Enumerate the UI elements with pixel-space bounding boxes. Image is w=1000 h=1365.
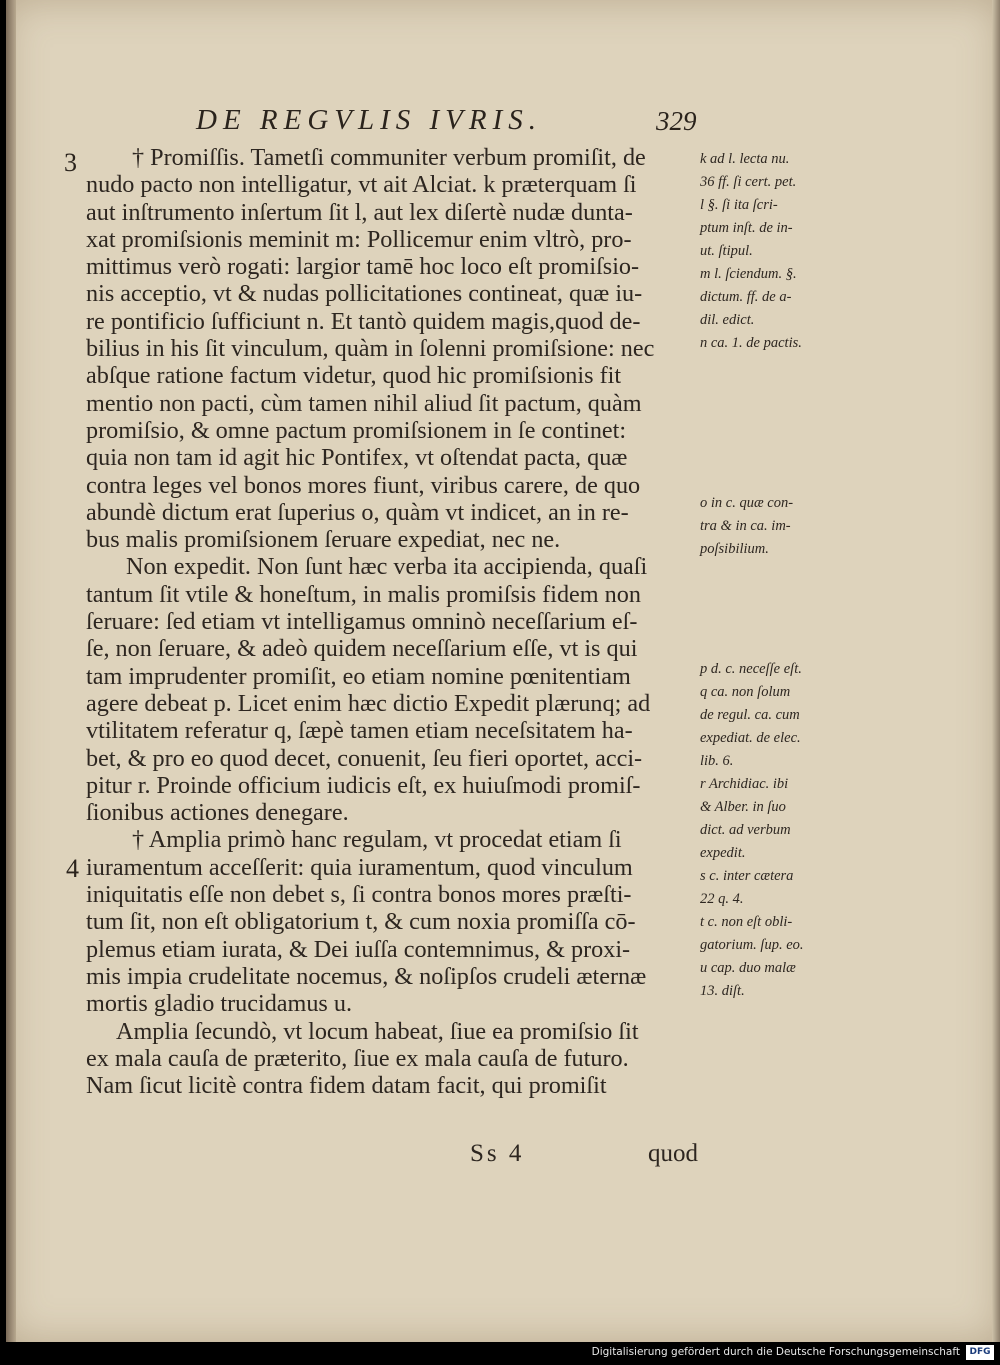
text-line: mortis gladio trucidamus u.	[86, 990, 353, 1018]
text-line: nudo pacto non intelligatur, vt ait Alciat. k præterquam ſi	[86, 171, 637, 199]
margin-note: dictum. ff. de a-	[700, 289, 792, 305]
text-line: bet, & pro eo quod decet, conuenit, ſeu fieri oportet, acci-	[86, 744, 643, 772]
text-line: mittimus verò rogati: largior tamē hoc loco eſt promiſsio-	[86, 253, 640, 281]
text-line: abſque ratione factum videtur, quod hic promiſsionis fit	[86, 362, 622, 390]
section-number: 4	[66, 854, 79, 883]
text-line: bilius in his ſit vinculum, quàm in ſolenni promiſsione: nec	[86, 335, 655, 363]
text-line: ſeruare: ſed etiam vt intelligamus omninò neceſſarium eſ-	[86, 608, 638, 636]
margin-note: lib. 6.	[700, 753, 734, 769]
text-line: contra leges vel bonos mores fiunt, viribus carere, de quo	[86, 471, 641, 499]
text-line: ex mala cauſa de præterito, ſiue ex mala cauſa de futuro.	[86, 1044, 629, 1072]
margin-note: r Archidiac. ibi	[700, 776, 789, 792]
margin-note: m l. ſciendum. §.	[700, 266, 797, 282]
margin-note: t c. non eſt obli-	[700, 914, 793, 930]
text-line: aut inſtrumento inſertum ſit l, aut lex diſertè nudæ dunta-	[86, 198, 633, 226]
margin-note: 13. diſt.	[700, 983, 745, 999]
text-line: mentio non pacti, cùm tamen nihil aliud ſit pactum, quàm	[86, 389, 642, 417]
text-line: † Amplia primò hanc regulam, vt procedat etiam ſi	[132, 826, 622, 854]
text-line: re pontificio ſufficiunt n. Et tantò quidem magis,quod de-	[86, 307, 641, 335]
margin-note: n ca. 1. de pactis.	[700, 335, 802, 351]
text-line: iniquitatis eſſe non debet s, ſi contra bonos mores præſti-	[86, 881, 632, 909]
text-line: pitur r. Proinde officium iudicis eſt, ex huiuſmodi promiſ-	[86, 771, 641, 799]
page-number: 329	[656, 106, 697, 136]
text-line: iuramentum acceſſerit: quia iuramentum, quod vinculum	[86, 853, 633, 881]
text-line: nis acceptio, vt & nudas pollicitationes contineat, quæ iu-	[86, 280, 643, 308]
catchword: quod	[648, 1140, 698, 1167]
margin-note: 36 ff. ſi cert. pet.	[700, 174, 797, 190]
main-text-column	[86, 144, 726, 1099]
margin-note: u cap. duo malæ	[700, 960, 796, 976]
margin-note: expediat. de elec.	[700, 730, 801, 746]
footer-credit: Digitalisierung gefördert durch die Deutsche Forschungsgemeinschaft	[591, 1346, 960, 1358]
margin-note: p d. c. neceſſe eſt.	[700, 661, 802, 677]
text-line: ſionibus actiones denegare.	[86, 799, 349, 827]
text-line: plemus etiam iurata, & Dei iuſſa contemnimus, & proxi-	[86, 935, 631, 963]
margin-note: k ad l. lecta nu.	[700, 151, 790, 167]
text-line: mis impia crudelitate nocemus, & noſipſos crudeli æternæ	[86, 962, 647, 990]
text-line: † Promiſſis. Tametſi communiter verbum promiſit, de	[132, 144, 646, 171]
text-line: abundè dictum erat ſuperius o, quàm vt indicet, an in re-	[86, 498, 629, 526]
page-left-edge	[6, 0, 16, 1342]
margin-note: s c. inter cætera	[700, 868, 794, 884]
running-head-title: DE REGVLIS IVRIS.	[196, 104, 543, 136]
text-line: Non expedit. Non ſunt hæc verba ita accipienda, quaſi	[126, 553, 648, 581]
margin-note: 22 q. 4.	[700, 891, 744, 907]
margin-note: ptum inſt. de in-	[700, 220, 793, 236]
text-line: Nam ſicut licitè contra fidem datam facit, qui promiſit	[86, 1072, 607, 1100]
margin-note: gatorium. ſup. eo.	[700, 937, 804, 953]
text-line: ſe, non ſeruare, & adeò quidem neceſſarium eſſe, vt is qui	[86, 635, 638, 663]
signature-mark: Ss 4	[470, 1140, 525, 1167]
text-line: vtilitatem referatur q, ſæpè tamen etiam neceſsitatem ha-	[86, 717, 633, 745]
section-number: 3	[64, 148, 77, 177]
margin-note: & Alber. in ſuo	[700, 799, 786, 815]
margin-note: q ca. non ſolum	[700, 684, 791, 700]
text-line: bus malis promiſsionem ſeruare expediat, nec ne.	[86, 526, 561, 554]
text-line: promiſsio, & omne pactum promiſsionem in ſe continet:	[86, 416, 627, 444]
text-line: tam imprudenter promiſit, eo etiam nomine pœnitentiam	[86, 662, 631, 690]
margin-note: ut. ſtipul.	[700, 243, 753, 259]
margin-note: expedit.	[700, 845, 746, 861]
text-line: tum ſit, non eſt obligatorium t, & cum noxia promiſſa cō-	[86, 908, 636, 936]
margin-note: poſsibilium.	[700, 541, 769, 557]
text-line: agere debeat p. Licet enim hæc dictio Expedit plærunq; ad	[86, 689, 651, 717]
margin-note: de regul. ca. cum	[700, 707, 800, 723]
margin-note: o in c. quæ con-	[700, 495, 794, 511]
marginal-notes	[700, 148, 860, 1003]
margin-note: tra & in ca. im-	[700, 518, 791, 534]
margin-note: dil. edict.	[700, 312, 755, 328]
text-line: quia non tam id agit hic Pontifex, vt oſtendat pacta, quæ	[86, 444, 628, 472]
text-line: Amplia ſecundò, vt locum habeat, ſiue ea promiſsio ſit	[116, 1017, 639, 1045]
text-line: tantum ſit vtile & honeſtum, in malis promiſsis fidem non	[86, 580, 641, 608]
margin-note: l §. ſi ita ſcri-	[700, 197, 778, 213]
margin-note: dict. ad verbum	[700, 822, 791, 838]
dfg-logo-icon: DFG	[966, 1345, 994, 1360]
text-line: xat promiſsionis meminit m: Pollicemur enim vltrò, pro-	[86, 225, 632, 253]
page-right-edge	[992, 0, 1000, 1342]
